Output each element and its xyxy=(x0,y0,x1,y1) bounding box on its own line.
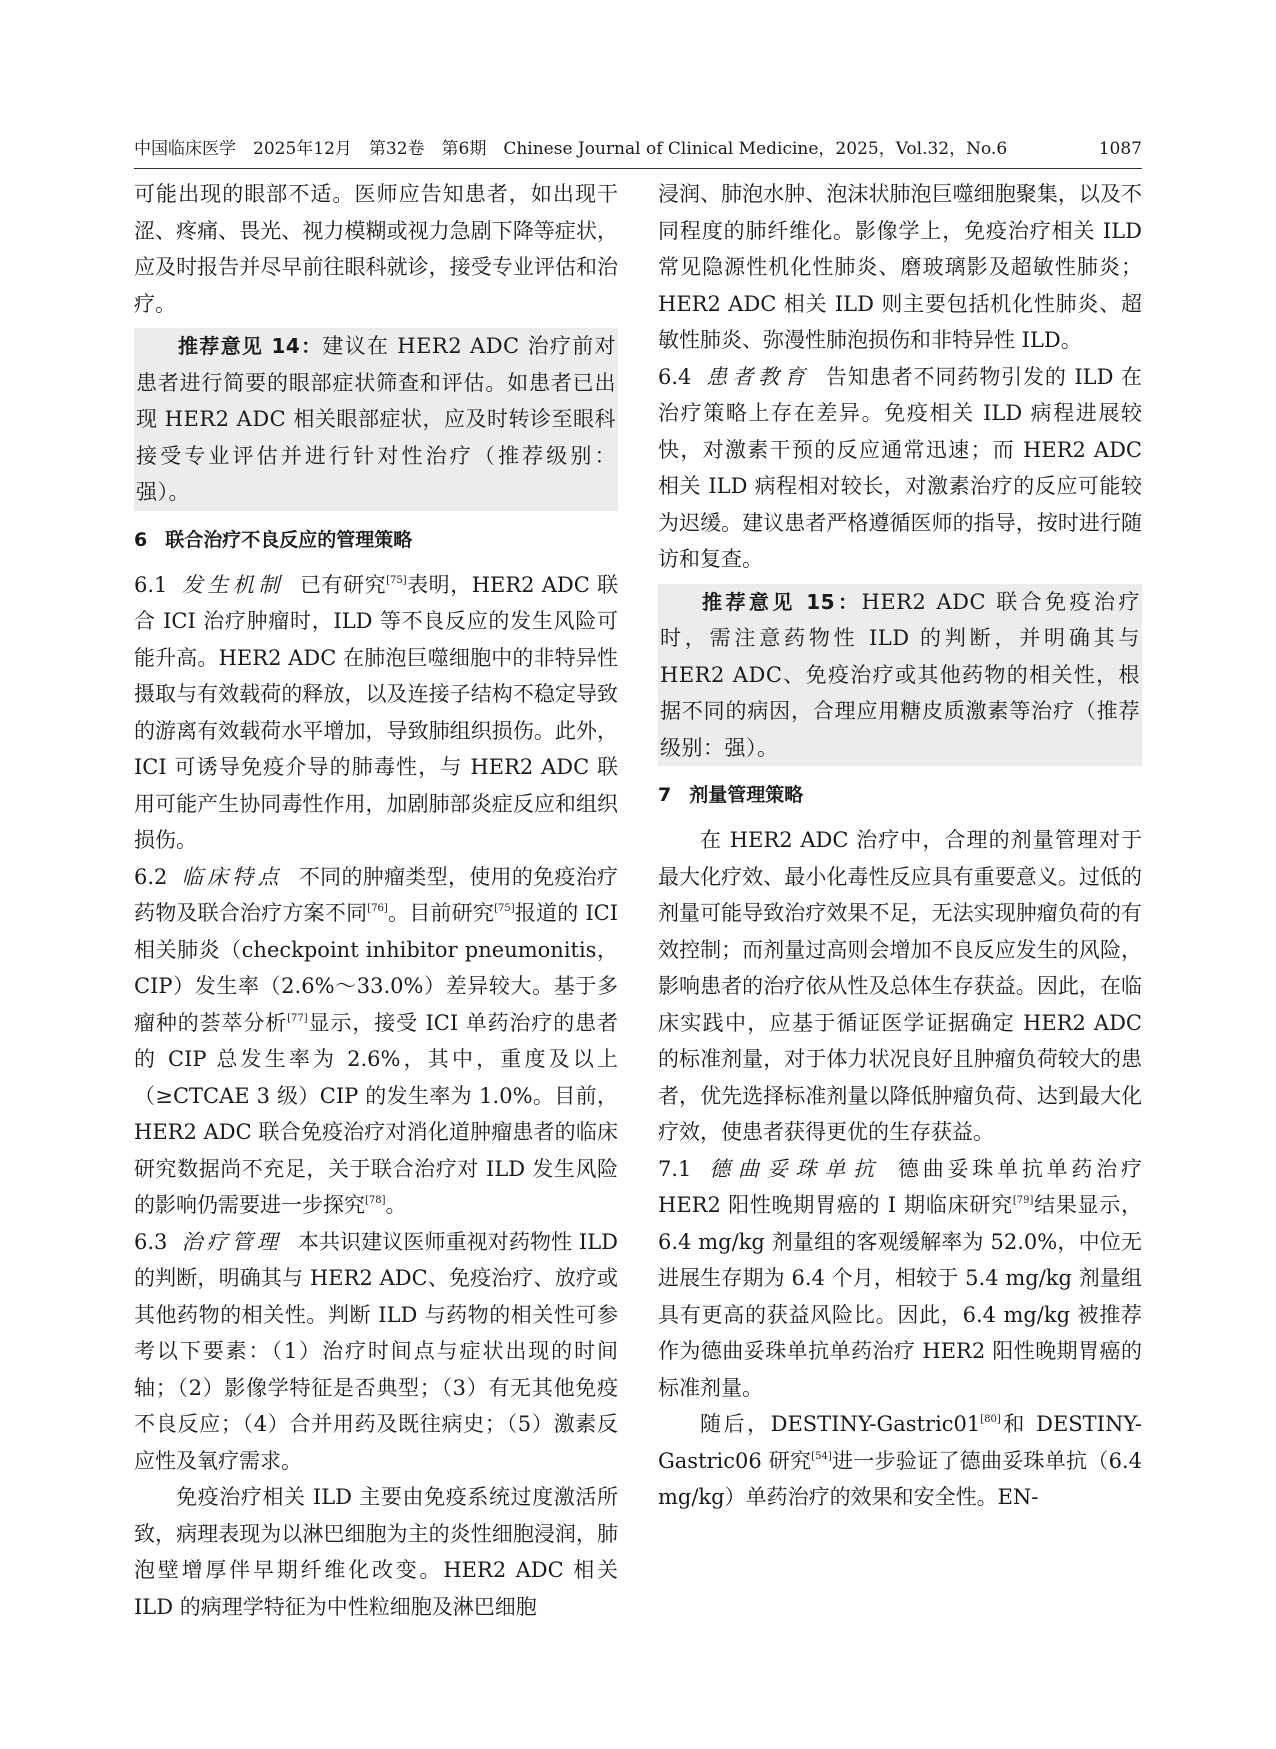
recommendation-14 xyxy=(134,328,618,511)
paragraph: 可能出现的眼部不适。医师应告知患者，如出现干涩、疼痛、畏光、视力模糊或视力急剧下降等症状，应及时报告并尽早前往眼科就诊，接受专业评估和治疗。 xyxy=(134,182,618,316)
subsection-6-2: 6.2 临床特点 不同的肿瘤类型，使用的免疫治疗药物及联合治疗方案不同[76]。目前研究[75]报道的 ICI 相关肺炎（checkpoint inhibitor pneumonitis，CIP）发生率（2.6%～33.0%）差异较大。基于多瘤种的荟萃分析[77]显示，接受 ICI 单药治疗的患者的 CIP 总发生率为 2.6%，其中，重度及以上（≥CTCAE 3 级）CIP 的发生率为 1.0%。目前，HER2 ADC 联合免疫治疗对消化道肿瘤患者的临床研究数据尚不充足，关于联合治疗对 ILD 发生风险的影响仍需要进一步探究[78]。 xyxy=(134,864,619,1217)
subsection-6-1: 6.1 发生机制 已有研究[75]表明，HER2 ADC 联合 ICI 治疗肿瘤时，ILD 等不良反应的发生风险可能升高。HER2 ADC 在肺泡巨噬细胞中的非特异性摄取与有效载荷的释放，以及连接子结构不稳定导致的游离有效载荷水平增加，导致肺组织损伤。此外，ICI 可诱导免疫介导的肺毒性，与 HER2 ADC 联用可能产生协同毒性作用，加剧肺部炎症反应和组织损伤。 xyxy=(134,572,619,852)
citation: [75] xyxy=(494,903,515,914)
citation: [80] xyxy=(980,1414,1001,1425)
citation: [54] xyxy=(811,1450,832,1462)
running-header xyxy=(134,134,1142,169)
recommendation-15 xyxy=(658,584,1142,767)
citation: [76] xyxy=(367,903,388,914)
journal-info: 中国临床医学 2025年12月 第32卷 第6期 Chinese Journal of Clinical Medicine，2025，Vol.32，No.6 xyxy=(134,139,1008,159)
citation: [78] xyxy=(365,1195,386,1206)
paragraph: 浸润、肺泡水肿、泡沫状肺泡巨噬细胞聚集，以及不同程度的肺纤维化。影像学上，免疫治疗相关 ILD 常见隐源性机化性肺炎、磨玻璃影及超敏性肺炎；HER2 ADC 相关 ILD 则主要包括机化性肺炎、超敏性肺炎、弥漫性肺泡损伤和非特异性 ILD。 xyxy=(658,182,1142,352)
right-column xyxy=(658,176,1142,1516)
subsection-title: 治疗管理 xyxy=(181,1229,282,1254)
paragraph: 随后，DESTINY-Gastric01[80]和 DESTINY-Gastric06 研究[54]进一步验证了德曲妥珠单抗（6.4 mg/kg）单药治疗的效果和安全性。EN- xyxy=(658,1412,1142,1509)
section-heading-6: 6 联合治疗不良反应的管理策略 xyxy=(134,528,413,551)
recommendation-text: HER2 ADC 联合免疫治疗时，需注意药物性 ILD 的判断，并明确其与 HER2 ADC、免疫治疗或其他药物的相关性，根据不同的病因，合理应用糖皮质激素等治疗（推荐级别：强）。 xyxy=(660,589,1140,760)
recommendation-label: 推荐意见 14： xyxy=(178,334,323,358)
page-number: 1087 xyxy=(1098,139,1142,159)
subsection-title: 临床特点 xyxy=(181,864,283,889)
citation: [79] xyxy=(1012,1195,1034,1206)
section-heading-7: 7 剂量管理策略 xyxy=(658,784,804,806)
subsection-6-4: 6.4 患者教育 告知患者不同药物引发的 ILD 在治疗策略上存在差异。免疫相关 ILD 病程进展较快，对激素干预的反应通常迅速；而 HER2 ADC 相关 ILD 病程相对较长，对激素治疗的反应可能较为迟缓。建议患者严格遵循医师的指导，按时进行随访和复查。 xyxy=(658,364,1143,571)
recommendation-label: 推荐意见 15： xyxy=(702,589,862,614)
subsection-7-1: 7.1 德曲妥珠单抗 德曲妥珠单抗单药治疗 HER2 阳性晚期胃癌的 Ⅰ 期临床研究[79]结果显示，6.4 mg/kg 剂量组的客观缓解率为 52.0%，中位无进展生存期为 6.4 个月，相较于 5.4 mg/kg 剂量组具有更高的获益风险比。因此，6.4 mg/kg 被推荐作为德曲妥珠单抗单药治疗 HER2 阳性晚期胃癌的标准剂量。 xyxy=(658,1156,1143,1400)
subsection-title: 德曲妥珠单抗 xyxy=(705,1156,882,1181)
subsection-title: 患者教育 xyxy=(705,364,810,389)
citation: [77] xyxy=(287,1012,308,1024)
left-column xyxy=(134,176,618,1625)
paragraph: 在 HER2 ADC 治疗中，合理的剂量管理对于最大化疗效、最小化毒性反应具有重要意义。过低的剂量可能导致治疗效果不足，无法实现肿瘤负荷的有效控制；而剂量过高则会增加不良反应发生的风险，影响患者的治疗依从性及总体生存获益。因此，在临床实践中，应基于循证医学证据确定 HER2 ADC 的标准剂量，对于体力状况良好且肿瘤负荷较大的患者，优先选择标准剂量以降低肿瘤负荷、达到最大化疗效，使患者获得更优的生存获益。 xyxy=(658,828,1142,1144)
paragraph: 免疫治疗相关 ILD 主要由免疫系统过度激活所致，病理表现为以淋巴细胞为主的炎性细胞浸润，肺泡壁增厚伴早期纤维化改变。HER2 ADC 相关 ILD 的病理学特征为中性粒细胞及淋巴细胞 xyxy=(134,1485,618,1619)
subsection-6-3: 6.3 治疗管理 本共识建议医师重视对药物性 ILD 的判断，明确其与 HER2 ADC、免疫治疗、放疗或其他药物的相关性。判断 ILD 与药物的相关性可参考以下要素：（1）治疗时间点与症状出现的时间轴；（2）影像学特征是否典型；（3）有无其他免疫不良反应；（4）合并用药及既往病史；（5）激素反应性及氧疗需求。 xyxy=(134,1229,618,1473)
recommendation-text: 建议在 HER2 ADC 治疗前对患者进行简要的眼部症状筛查和评估。如患者已出现 HER2 ADC 相关眼部症状，应及时转诊至眼科接受专业评估并进行针对性治疗（推荐级别：强）。 xyxy=(136,334,616,504)
subsection-title: 发生机制 xyxy=(181,572,285,597)
citation: [75] xyxy=(386,574,407,586)
